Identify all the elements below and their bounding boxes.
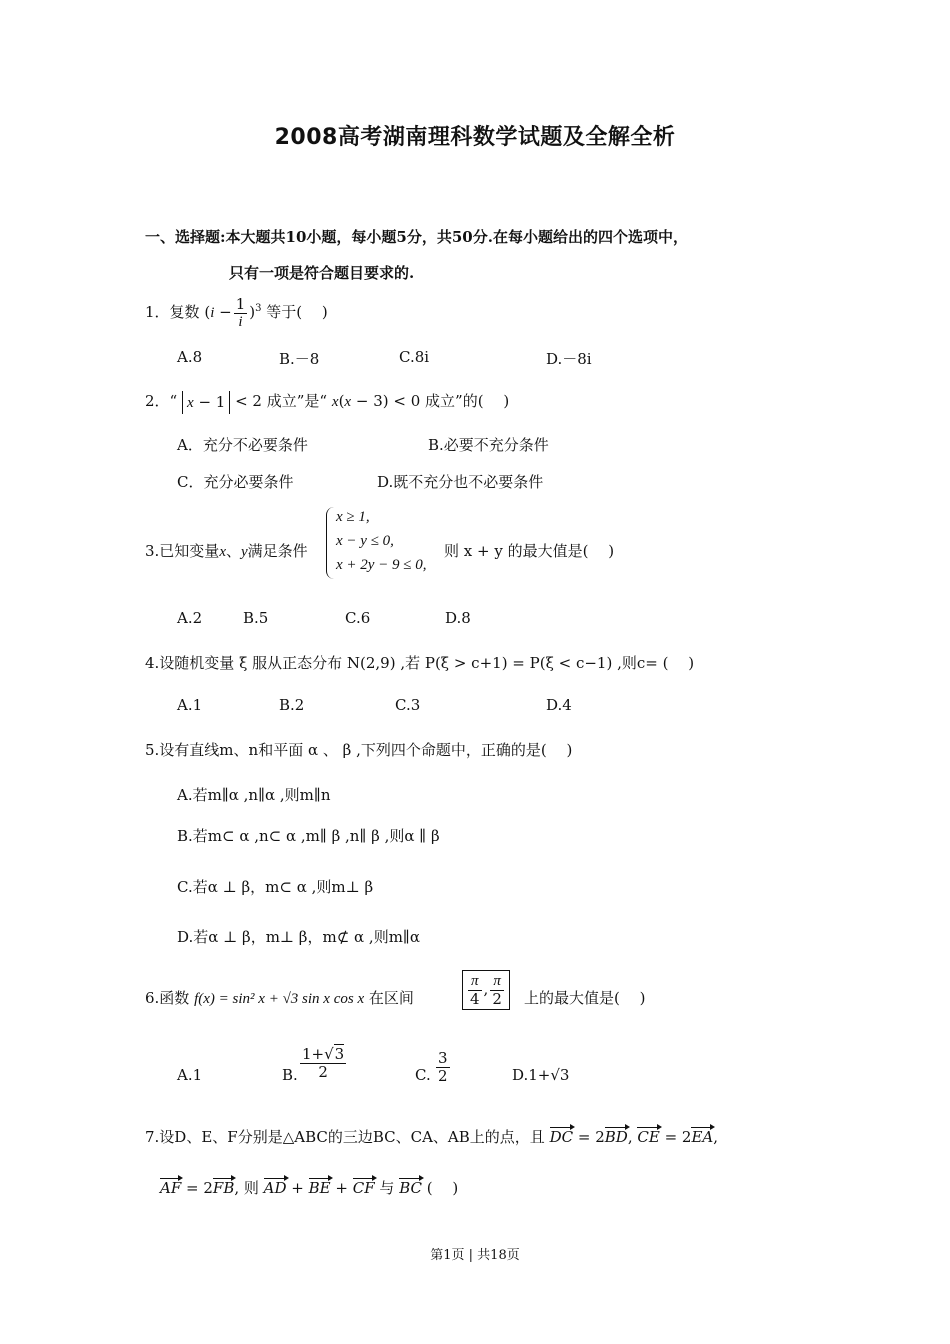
q4-option-b: B.2 [279,696,305,714]
question-3-conditions [336,505,427,577]
condition-1: x ≥ 1, [336,509,370,525]
question-6-interval: $\frac{\pi}{4}$ , $\frac{\pi}{2}$ [462,970,510,1010]
q5-option-c: C.若α ⊥ β，m⊂ α ,则m⊥ β [177,878,374,896]
q3-option-a: A.2 [177,609,203,627]
q6-option-c-value: $\frac{3}{2}$ [438,1049,448,1085]
q6-option-a: A.1 [177,1066,203,1084]
section-heading-line1: 一、选择题:本大题共10小题，每小题5分，共50分.在每小题给出的四个选项中， [145,228,688,246]
question-7-with: 与 [379,1179,395,1197]
question-7-vector-bc: BC [399,1179,422,1197]
q3-option-c: C.6 [345,609,371,627]
q6-option-d: D.1+√3 [512,1066,570,1084]
question-7-vector-condition: DC = 2BD, CE = 2EA, [549,1128,719,1146]
question-3-brace [326,507,335,579]
q2-option-d: D.既不充分也不必要条件 [377,473,544,491]
question-7-line2 [160,1177,458,1198]
q2-option-b: B.必要不充分条件 [428,436,549,454]
question-2-suffix: 成立”的( ) [425,392,510,410]
question-3-prefix: 3.已知变量x、y满足条件 [145,542,308,560]
question-3-ask: 则 x + y 的最大值是( ) [444,542,615,560]
question-2-formula-1: x − 1 < 2 [182,392,262,410]
q2-option-c: C．充分必要条件 [177,473,294,491]
condition-3: x + 2y − 9 ≤ 0, [336,557,427,573]
question-6-mid: 在区间 [368,989,414,1007]
q5-option-d: D.若α ⊥ β，m⊥ β，m⊄ α ,则m∥α [177,928,420,946]
q1-option-c: C.8i [399,348,430,366]
question-1-formula: (i − $\frac{1}{i}$ )$^3$ [204,295,262,330]
question-1 [145,296,328,330]
section-heading-line2: 只有一项是符合题目要求的. [229,264,415,282]
q5-option-b: B.若m⊂ α ,n⊂ α ,m∥ β ,n∥ β ,则α ∥ β [177,827,440,845]
page-title: 2008高考湖南理科数学试题及全解全析 [274,125,676,150]
question-6 [145,987,414,1008]
question-5: 5.设有直线m、n和平面 α 、 β ,下列四个命题中，正确的是( ) [145,741,573,759]
q1-option-b: B.－8 [279,350,320,368]
question-6-prefix: 6.函数 [145,989,190,1007]
q6-option-b-label: B. [282,1066,298,1084]
condition-2: x − y ≤ 0, [336,533,394,549]
question-6-function: f(x) = sin² x + √3 sin x cos x [194,991,365,1007]
question-1-prefix: 1．复数 [145,303,200,321]
q5-option-a: A.若m∥α ,n∥α ,则m∥n [177,786,331,804]
q6-option-b-value: $\frac{1+√3}{2}$ [302,1045,345,1081]
question-2 [145,390,509,414]
question-7-end: ( ) [426,1179,459,1197]
q4-option-c: C.3 [395,696,421,714]
q1-option-a: A.8 [177,348,203,366]
q2-option-a: A．充分不必要条件 [177,436,308,454]
q4-option-d: D.4 [546,696,572,714]
q1-option-d: D.－8i [546,350,592,368]
question-2-mid: 成立”是“ [266,392,328,410]
page-footer: 第1页 | 共18页 [430,1248,520,1263]
question-2-prefix: 2．“ [145,392,178,410]
question-6-suffix: 上的最大值是( ) [524,989,646,1007]
q3-option-b: B.5 [243,609,269,627]
question-1-suffix: 等于( ) [266,303,328,321]
question-4: 4.设随机变量 ξ 服从正态分布 N(2,9) ,若 P(ξ > c+1) = P(ξ < c−1) ,则c= ( ) [145,654,695,672]
q4-option-a: A.1 [177,696,203,714]
q3-option-d: D.8 [445,609,471,627]
question-2-formula-2: x(x − 3) < 0 [331,392,421,410]
question-7-line1 [145,1126,718,1147]
question-7-text: 7.设D、E、F分别是△ABC的三边BC、CA、AB上的点，且 [145,1128,545,1146]
q6-option-c-label: C. [415,1066,431,1084]
question-7-vector-condition-2: AF = 2FB, 则 AD + BE + CF [160,1179,375,1197]
